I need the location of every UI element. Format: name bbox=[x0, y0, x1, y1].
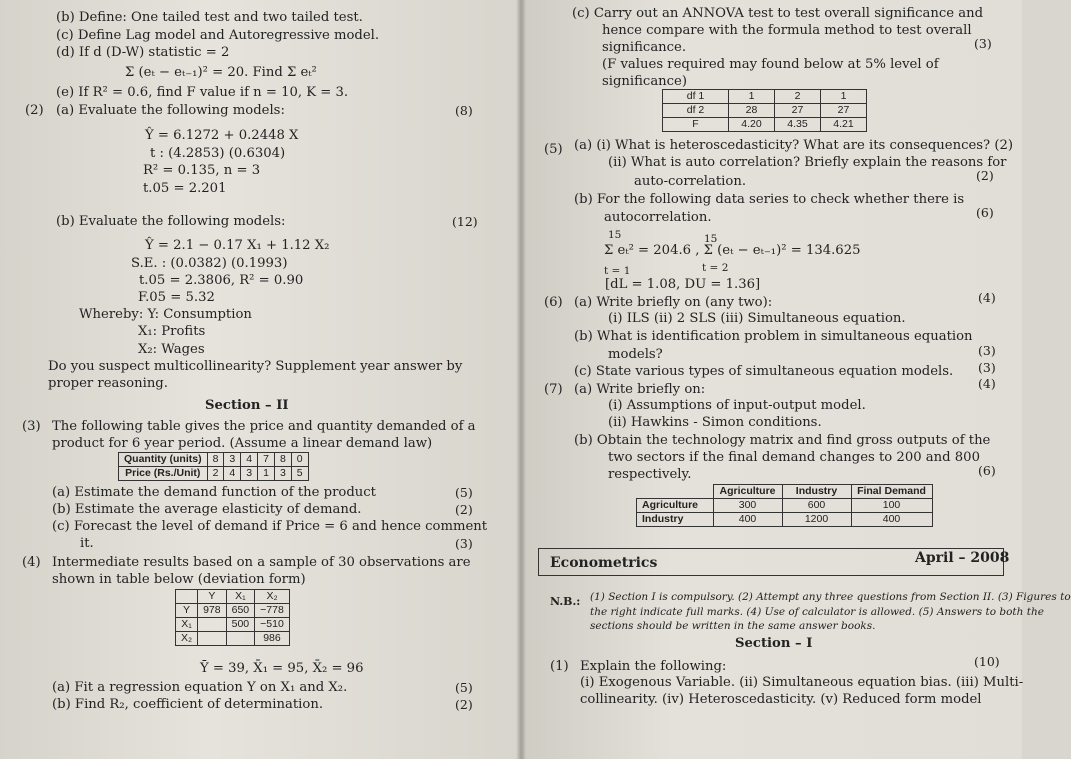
io-cell: 400 bbox=[713, 513, 782, 527]
nb-line-1: (1) Section I is compulsory. (2) Attempt any three questions from Section II. (3) Figures to bbox=[590, 591, 1071, 603]
q1c: (c) Define Lag model and Autoregressive model. bbox=[56, 28, 380, 43]
quantity-cell: 7 bbox=[258, 453, 275, 467]
price-cell: 3 bbox=[274, 467, 291, 481]
exam-date: April – 2008 bbox=[915, 550, 1010, 566]
q5a-ii-line-2: auto-correlation. bbox=[634, 174, 747, 189]
q5-number: (5) bbox=[544, 142, 563, 157]
df2-row bbox=[663, 104, 867, 118]
q2a-marks: (8) bbox=[455, 103, 473, 118]
io-header-cell: Agriculture bbox=[713, 485, 782, 499]
q5b-durbin-limits: [dL = 1.08, DU = 1.36] bbox=[605, 277, 761, 292]
q4c-line-2: hence compare with the formula method to test overall bbox=[602, 23, 972, 38]
model2-x2: X₂: Wages bbox=[138, 342, 205, 357]
q1-marks: (10) bbox=[974, 654, 1000, 669]
q6b-marks: (3) bbox=[978, 343, 996, 358]
df1-cell: 1 bbox=[729, 90, 775, 104]
q3-text-2: product for 6 year period. (Assume a linear demand law) bbox=[52, 436, 433, 451]
q1e: (e) If R² = 0.6, find F value if n = 10, K = 3. bbox=[56, 85, 349, 100]
q1d-equation: Σ (eₜ − eₜ₋₁)² = 20. Find Σ eₜ² bbox=[125, 65, 317, 80]
price-label: Price (Rs./Unit) bbox=[119, 467, 208, 481]
q5b-line-2: autocorrelation. bbox=[604, 210, 712, 225]
deviation-cell: 978 bbox=[198, 604, 227, 618]
f-row bbox=[663, 118, 867, 132]
q7a-ii: (ii) Hawkins - Simon conditions. bbox=[608, 415, 822, 430]
q4-means: Ȳ = 39, X̄₁ = 95, X̄₂ = 96 bbox=[200, 661, 364, 676]
q4c-line-3: significance. bbox=[602, 40, 687, 55]
df1-label: df 1 bbox=[663, 90, 729, 104]
io-row bbox=[637, 513, 933, 527]
q4b: (b) Find R₂, coefficient of determination. bbox=[52, 697, 324, 712]
sum1-upper-limit: 15 bbox=[608, 229, 622, 241]
sum2-upper-limit: 15 bbox=[704, 233, 718, 245]
q6a-marks: (4) bbox=[978, 290, 996, 305]
f-cell: 4.20 bbox=[729, 118, 775, 132]
q7b: (b) Obtain the technology matrix and find gross outputs of the bbox=[574, 433, 991, 448]
q4-text-1: Intermediate results based on a sample of 30 observations are bbox=[52, 555, 471, 570]
df1-cell: 1 bbox=[821, 90, 867, 104]
q6b: (b) What is identification problem in simultaneous equation bbox=[574, 329, 973, 344]
q2b-text-1: Do you suspect multicollinearity? Supplement year answer by bbox=[48, 359, 463, 374]
model2-whereby-y: Whereby: Y: Consumption bbox=[79, 307, 252, 322]
q1: Explain the following: bbox=[580, 659, 727, 674]
price-row bbox=[119, 467, 309, 481]
deviation-row bbox=[176, 604, 290, 618]
f-label: F bbox=[663, 118, 729, 132]
io-cell: 300 bbox=[713, 499, 782, 513]
deviation-cell: −778 bbox=[255, 604, 290, 618]
deviation-row bbox=[176, 632, 290, 646]
q2a: (a) Evaluate the following models: bbox=[56, 103, 285, 118]
q6a: (a) Write briefly on (any two): bbox=[574, 295, 773, 310]
df2-label: df 2 bbox=[663, 104, 729, 118]
section-ii-heading: Section – II bbox=[205, 398, 289, 413]
deviation-cell: −510 bbox=[255, 618, 290, 632]
df1-row bbox=[663, 90, 867, 104]
nb-line-2: the right indicate full marks. (4) Use of calculator is allowed. (5) Answers to both the bbox=[590, 606, 1044, 618]
q1-items-2: collinearity. (iv) Heteroscedasticity. (v) Reduced form model bbox=[580, 692, 982, 707]
deviation-table bbox=[175, 589, 290, 646]
exam-subject: Econometrics bbox=[550, 555, 658, 571]
model1-t-values: t : (4.2853) (0.6304) bbox=[150, 146, 286, 161]
q6a-items: (i) ILS (ii) 2 SLS (iii) Simultaneous equation. bbox=[608, 311, 906, 326]
q5a: (a) (i) What is heteroscedasticity? What are its consequences? (2) bbox=[574, 138, 1013, 153]
q7a: (a) Write briefly on: bbox=[574, 382, 706, 397]
quantity-cell: 3 bbox=[224, 453, 241, 467]
q3c: (c) Forecast the level of demand if Price = 6 and hence comment bbox=[52, 519, 488, 534]
q1-items-1: (i) Exogenous Variable. (ii) Simultaneous equation bias. (iii) Multi- bbox=[580, 675, 1024, 690]
quantity-cell: 8 bbox=[274, 453, 291, 467]
model2-f05: F.05 = 5.32 bbox=[138, 290, 215, 305]
q4-text-2: shown in table below (deviation form) bbox=[52, 572, 306, 587]
price-cell: 2 bbox=[207, 467, 224, 481]
q3c-line-2: it. bbox=[80, 536, 94, 551]
book-gutter bbox=[516, 0, 526, 759]
q4c-line-4: (F values required may found below at 5% level of bbox=[602, 57, 939, 72]
df2-cell: 27 bbox=[775, 104, 821, 118]
q7-number: (7) bbox=[544, 382, 563, 397]
model1-r2: R² = 0.135, n = 3 bbox=[143, 163, 261, 178]
right-page bbox=[522, 0, 1071, 759]
q6c-marks: (3) bbox=[978, 360, 996, 375]
deviation-cell: 500 bbox=[226, 618, 255, 632]
io-header-row bbox=[637, 485, 933, 499]
io-cell: 400 bbox=[851, 513, 932, 527]
q2b-text-2: proper reasoning. bbox=[48, 376, 168, 391]
model2-se: S.E. : (0.0382) (0.1993) bbox=[131, 256, 288, 271]
io-cell: 600 bbox=[782, 499, 851, 513]
q4c-line-5: significance) bbox=[602, 74, 688, 89]
deviation-cell bbox=[198, 618, 227, 632]
quantity-cell: 8 bbox=[207, 453, 224, 467]
sum2-lower-limit: t = 2 bbox=[702, 262, 729, 274]
io-header-cell: Final Demand bbox=[851, 485, 932, 499]
price-cell: 1 bbox=[258, 467, 275, 481]
q4a-marks: (5) bbox=[455, 680, 473, 695]
q1b: (b) Define: One tailed test and two tailed test. bbox=[56, 10, 363, 25]
io-cell: Industry bbox=[637, 513, 714, 527]
io-header-cell bbox=[637, 485, 714, 499]
q4c-marks: (3) bbox=[974, 36, 992, 51]
io-header-cell: Industry bbox=[782, 485, 851, 499]
model1-t05: t.05 = 2.201 bbox=[143, 181, 227, 196]
q1-number: (1) bbox=[550, 659, 569, 674]
input-output-table bbox=[636, 484, 933, 527]
quantity-label: Quantity (units) bbox=[119, 453, 208, 467]
deviation-header-cell: Y bbox=[198, 590, 227, 604]
left-page bbox=[0, 0, 522, 759]
q3c-marks: (3) bbox=[455, 536, 473, 551]
nb-label: N.B.: bbox=[550, 595, 581, 608]
price-cell: 5 bbox=[291, 467, 308, 481]
q2b-marks: (12) bbox=[452, 214, 478, 229]
sum1-lower-limit: t = 1 bbox=[604, 265, 631, 277]
q2b: (b) Evaluate the following models: bbox=[56, 214, 286, 229]
deviation-cell bbox=[226, 632, 255, 646]
deviation-row bbox=[176, 618, 290, 632]
deviation-cell: 986 bbox=[255, 632, 290, 646]
model2-equation: Ŷ = 2.1 − 0.17 X₁ + 1.12 X₂ bbox=[145, 238, 330, 253]
q1d: (d) If d (D-W) statistic = 2 bbox=[56, 45, 230, 60]
f-cell: 4.35 bbox=[775, 118, 821, 132]
q6c: (c) State various types of simultaneous equation models. bbox=[574, 364, 954, 379]
deviation-header-cell: X₁ bbox=[226, 590, 255, 604]
q5b: (b) For the following data series to check whether there is bbox=[574, 192, 965, 207]
quantity-cell: 4 bbox=[241, 453, 258, 467]
q4a: (a) Fit a regression equation Y on X₁ and X₂. bbox=[52, 680, 348, 695]
io-cell: 1200 bbox=[782, 513, 851, 527]
deviation-header-row bbox=[176, 590, 290, 604]
q5b-equation: Σ eₜ² = 204.6 , Σ (eₜ − eₜ₋₁)² = 134.625 bbox=[604, 243, 861, 258]
quantity-cell: 0 bbox=[291, 453, 308, 467]
io-cell: 100 bbox=[851, 499, 932, 513]
q3b-marks: (2) bbox=[455, 502, 473, 517]
price-cell: 4 bbox=[224, 467, 241, 481]
model1-equation: Ŷ = 6.1272 + 0.2448 X bbox=[145, 128, 299, 143]
q7b-line-3: respectively. bbox=[608, 467, 692, 482]
q3a-marks: (5) bbox=[455, 485, 473, 500]
df1-cell: 2 bbox=[775, 90, 821, 104]
q5a-ii: (ii) What is auto correlation? Briefly explain the reasons for bbox=[608, 155, 1007, 170]
q2-number: (2) bbox=[25, 103, 44, 118]
model2-x1: X₁: Profits bbox=[138, 324, 206, 339]
quantity-row bbox=[119, 453, 309, 467]
q3b: (b) Estimate the average elasticity of demand. bbox=[52, 502, 362, 517]
nb-line-3: sections should be written in the same answer books. bbox=[590, 620, 876, 632]
df2-cell: 28 bbox=[729, 104, 775, 118]
f-cell: 4.21 bbox=[821, 118, 867, 132]
q7a-marks: (4) bbox=[978, 376, 996, 391]
deviation-cell: X₁ bbox=[176, 618, 198, 632]
deviation-header-cell bbox=[176, 590, 198, 604]
q3a: (a) Estimate the demand function of the product bbox=[52, 485, 376, 500]
deviation-cell: Y bbox=[176, 604, 198, 618]
f-values-table bbox=[662, 89, 867, 132]
demand-table bbox=[118, 452, 309, 481]
section-i-heading: Section – I bbox=[735, 636, 813, 651]
io-cell: Agriculture bbox=[637, 499, 714, 513]
q7b-line-2: two sectors if the final demand changes to 200 and 800 bbox=[608, 450, 980, 465]
model2-t05: t.05 = 2.3806, R² = 0.90 bbox=[139, 273, 304, 288]
deviation-header-cell: X₂ bbox=[255, 590, 290, 604]
q6-number: (6) bbox=[544, 295, 563, 310]
price-cell: 3 bbox=[241, 467, 258, 481]
q3-text-1: The following table gives the price and quantity demanded of a bbox=[52, 419, 476, 434]
df2-cell: 27 bbox=[821, 104, 867, 118]
q4b-marks: (2) bbox=[455, 697, 473, 712]
q5a-ii-marks: (2) bbox=[976, 168, 994, 183]
q4c: (c) Carry out an ANNOVA test to test overall significance and bbox=[572, 6, 984, 21]
deviation-cell: 650 bbox=[226, 604, 255, 618]
deviation-cell bbox=[198, 632, 227, 646]
q7a-i: (i) Assumptions of input-output model. bbox=[608, 398, 866, 413]
io-row bbox=[637, 499, 933, 513]
q7b-marks: (6) bbox=[978, 463, 996, 478]
q6b-line-2: models? bbox=[608, 347, 663, 362]
q3-number: (3) bbox=[22, 419, 41, 434]
q5b-marks: (6) bbox=[976, 205, 994, 220]
q4-number: (4) bbox=[22, 555, 41, 570]
deviation-cell: X₂ bbox=[176, 632, 198, 646]
